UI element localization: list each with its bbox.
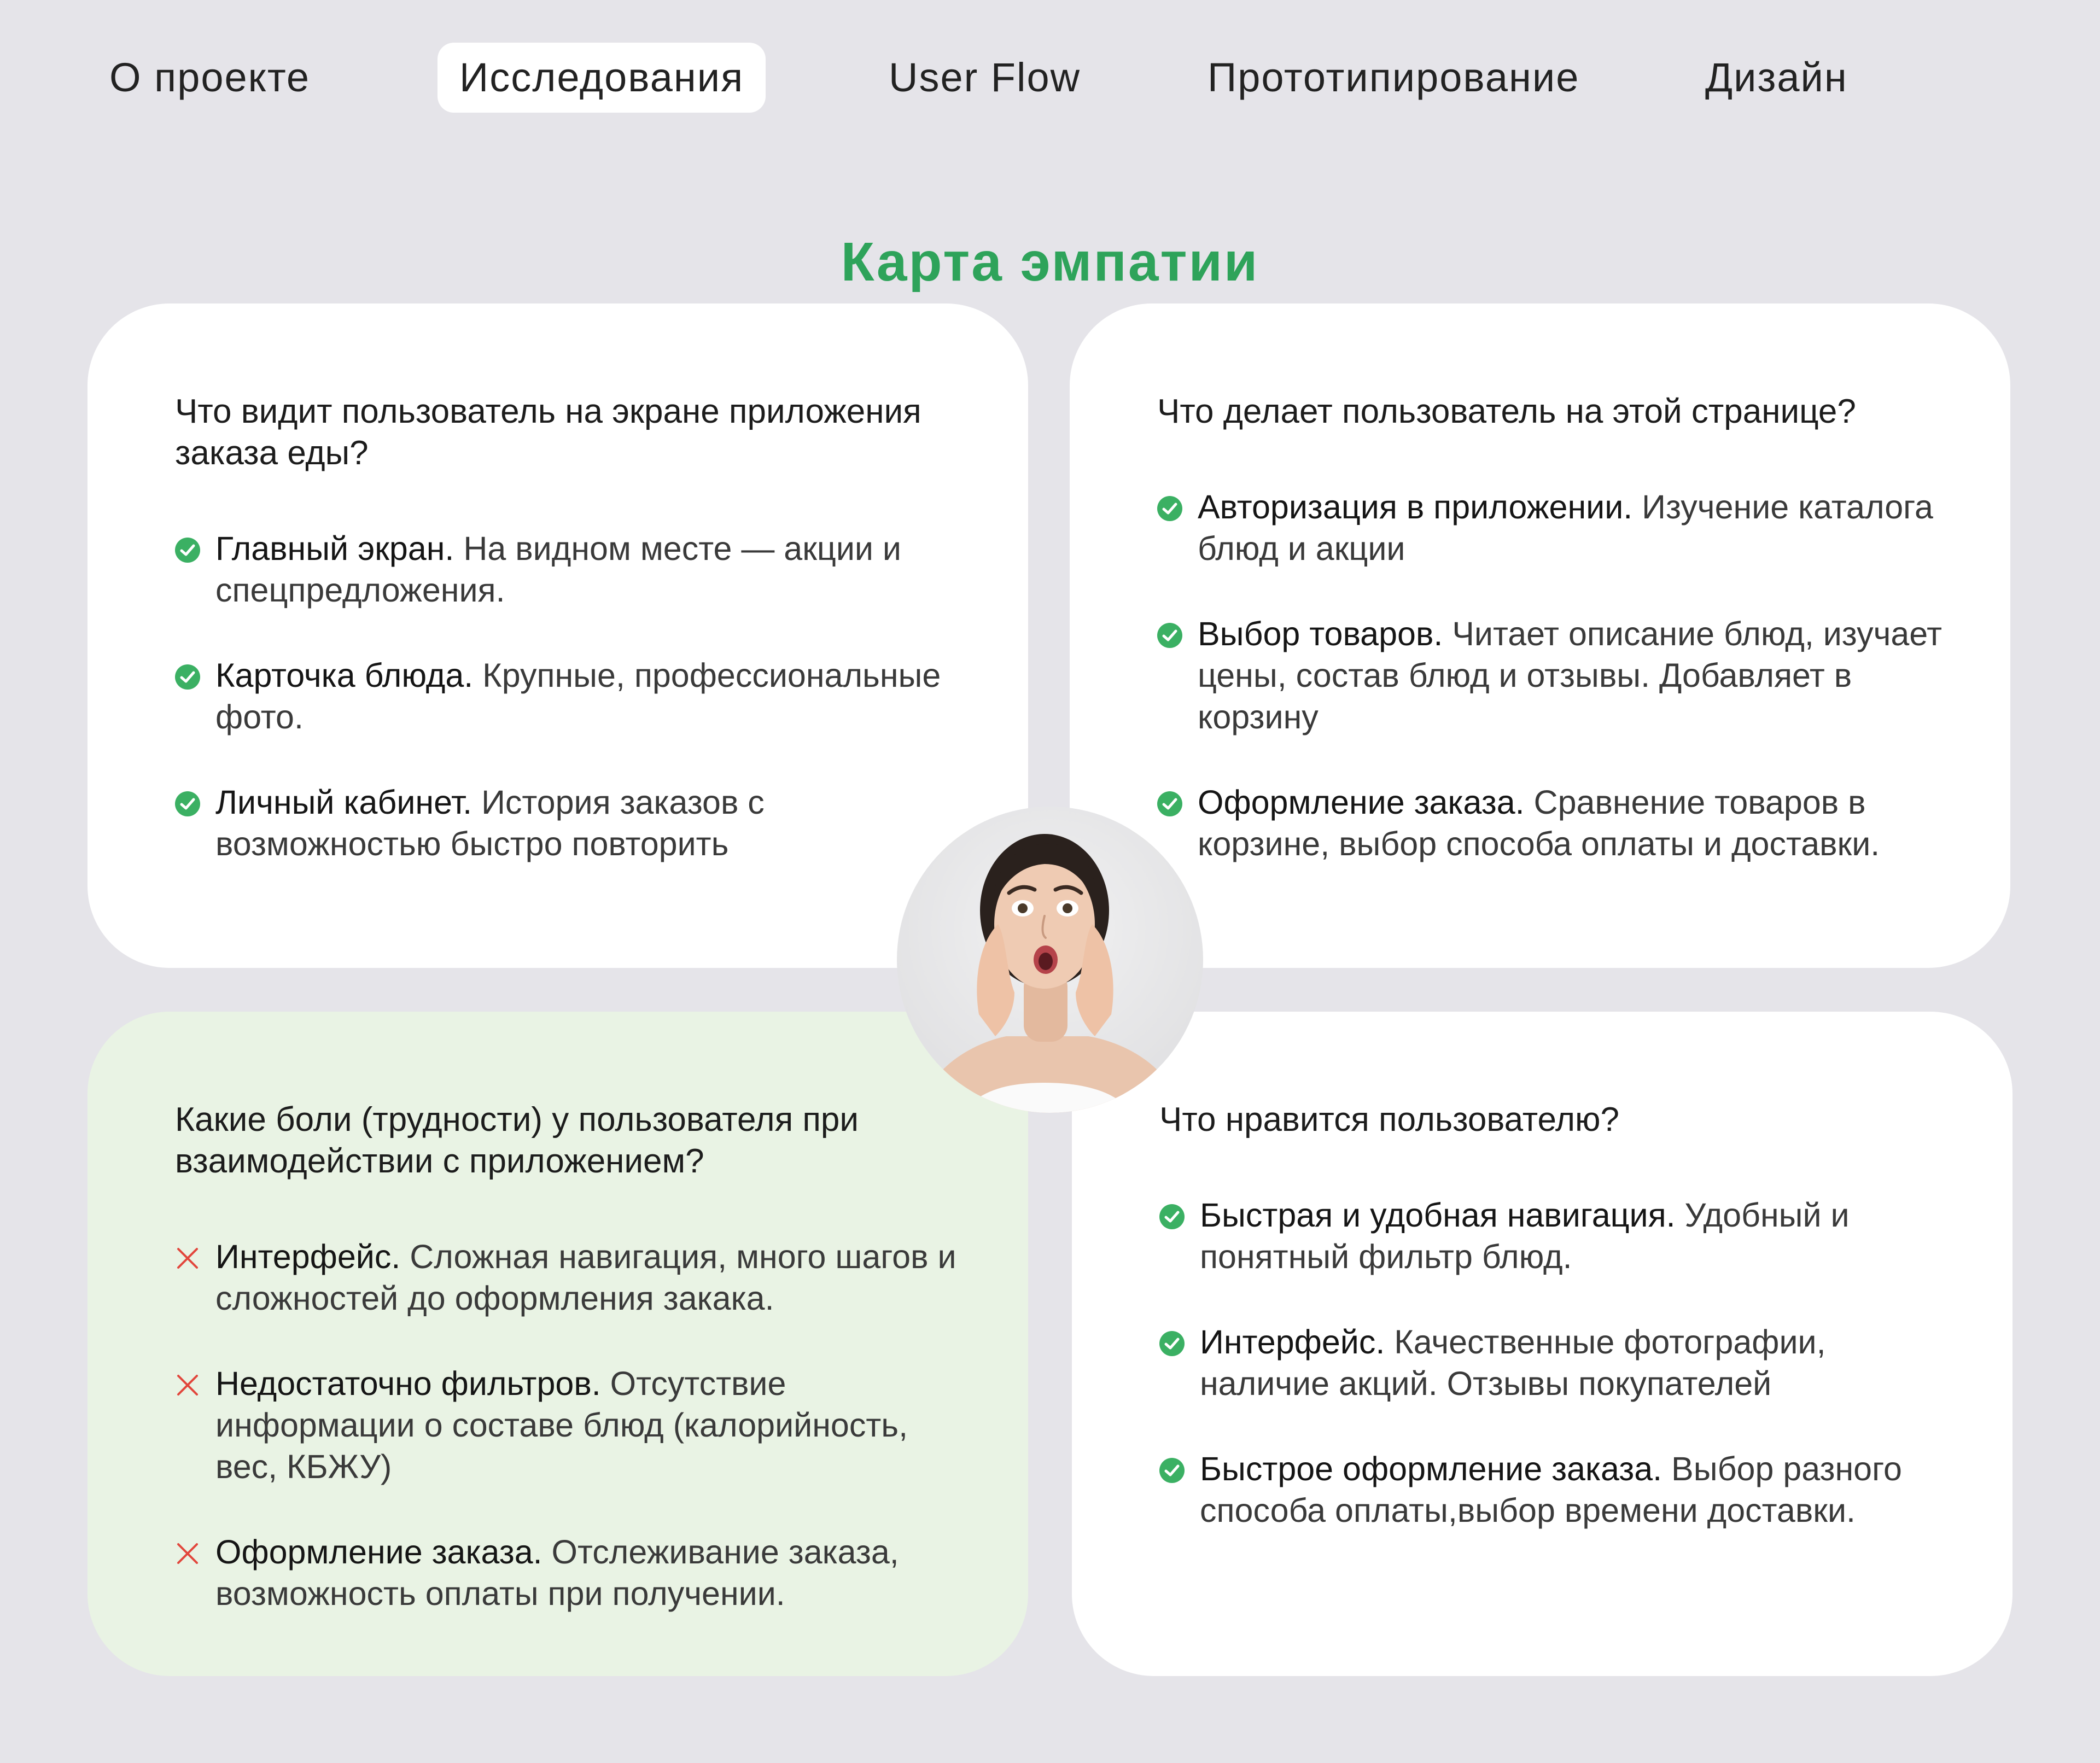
item-title: Интерфейс.: [215, 1238, 401, 1275]
item-text: Изучение каталога блюд и акции: [1198, 488, 1933, 567]
list-item: [175, 781, 962, 865]
item-text: Выбор разного способа оплаты,выбор времени доставки.: [1200, 1450, 1902, 1529]
nav-item-user-flow[interactable]: User Flow: [889, 55, 1081, 100]
item-title: Личный кабинет.: [215, 784, 472, 821]
item-text: Отслеживание заказа, возможность оплаты при получении.: [215, 1533, 899, 1612]
list-item: [1157, 781, 1945, 865]
nav-item-about[interactable]: О проекте: [109, 55, 311, 100]
cross-icon: [175, 1373, 200, 1398]
list-item: [1157, 613, 1945, 738]
item-text: Качественные фотографии, наличие акций. Отзывы покупателей: [1200, 1323, 1826, 1402]
card-does: [1070, 303, 2010, 968]
item-text: Удобный и понятный фильтр блюд.: [1200, 1196, 1850, 1275]
check-circle-icon: [1157, 496, 1182, 521]
item-text: История заказов с возможностью быстро повторить: [215, 784, 765, 862]
check-circle-icon: [1159, 1204, 1185, 1229]
check-circle-icon: [1159, 1458, 1185, 1483]
cross-icon: [175, 1541, 200, 1566]
item-title: Оформление заказа.: [1198, 784, 1525, 821]
card-question: Что нравится пользователю?: [1159, 1101, 1620, 1139]
item-title: Главный экран.: [215, 530, 454, 567]
item-text: На видном месте — акции и спецпредложения.: [215, 530, 901, 609]
nav-item-research[interactable]: Исследования: [438, 43, 766, 113]
page-title: Карта эмпатии: [841, 231, 1259, 293]
nav-item-design[interactable]: Дизайн: [1705, 55, 1848, 100]
list-item: [175, 528, 962, 611]
card-question: Какие боли (трудности) у пользователя при взаимодействии с приложением?: [175, 1101, 859, 1180]
item-title: Оформление заказа.: [215, 1533, 542, 1571]
item-title: Карточка блюда.: [215, 657, 474, 694]
item-title: Быстрая и удобная навигация.: [1200, 1196, 1676, 1234]
card-likes: [1072, 1012, 2012, 1676]
check-circle-icon: [175, 664, 200, 690]
list-item: [1159, 1194, 1947, 1277]
list-item: [175, 655, 962, 738]
item-title: Авторизация в приложении.: [1198, 488, 1633, 526]
list-item: [1159, 1321, 1947, 1404]
item-text: Сложная навигация, много шагов и сложностей до оформления закака.: [215, 1238, 956, 1317]
card-question: Что делает пользователь на этой странице?: [1157, 393, 1856, 430]
check-circle-icon: [175, 538, 200, 563]
item-title: Интерфейс.: [1200, 1323, 1385, 1361]
card-question: Что видит пользователь на экране приложения заказа еды?: [175, 393, 921, 472]
item-text: Отсутствие информации о составе блюд (калорийность, вес, КБЖУ): [215, 1365, 908, 1485]
check-circle-icon: [1159, 1331, 1185, 1356]
list-item: [175, 1236, 962, 1319]
list-item: [1157, 486, 1945, 569]
item-text: Читает описание блюд, изучает цены, состав блюд и отзывы. Добавляет в корзину: [1198, 615, 1942, 735]
avatar: [897, 807, 1203, 1113]
cross-icon: [175, 1246, 200, 1271]
surprised-woman-illustration: [897, 807, 1203, 1113]
list-item: [175, 1531, 962, 1614]
list-item: [1159, 1448, 1947, 1531]
item-text: Сравнение товаров в корзине, выбор способа оплаты и доставки.: [1198, 784, 1880, 862]
check-circle-icon: [1157, 623, 1182, 648]
check-circle-icon: [175, 791, 200, 816]
card-pains: [88, 1012, 1028, 1676]
card-sees: [88, 303, 1028, 968]
item-title: Выбор товаров.: [1198, 615, 1443, 652]
check-circle-icon: [1157, 791, 1182, 816]
item-text: Крупные, профессиональные фото.: [215, 657, 941, 735]
item-title: Недостаточно фильтров.: [215, 1365, 601, 1402]
item-title: Быстрое оформление заказа.: [1200, 1450, 1662, 1487]
top-nav: [0, 43, 2100, 113]
nav-item-prototyping[interactable]: Прототипирование: [1208, 55, 1580, 100]
list-item: [175, 1363, 962, 1487]
